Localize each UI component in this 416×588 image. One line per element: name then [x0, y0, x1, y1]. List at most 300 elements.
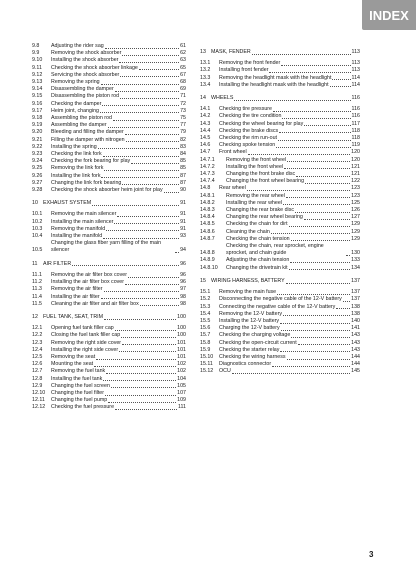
toc-entry-title: Installing the shock absorber [51, 57, 119, 64]
toc-entry-title: Changing the link fork bearing [51, 179, 122, 186]
dot-leader [305, 183, 350, 184]
dot-leader [106, 373, 176, 374]
toc-entry-number: 11.5 [32, 300, 42, 307]
toc-entry[interactable] [32, 57, 186, 64]
dot-leader [117, 216, 179, 217]
toc-entry-title: Installing the front wheel [226, 163, 284, 170]
toc-entry-title: Rear wheel [219, 185, 246, 192]
dot-leader [283, 315, 350, 316]
toc-entry[interactable] [200, 304, 360, 311]
toc-entry[interactable] [32, 165, 186, 172]
toc-entry[interactable] [32, 272, 186, 279]
toc-entry-page: 120 [351, 149, 360, 156]
dot-leader [96, 359, 176, 360]
toc-entry-number: 10.1 [32, 211, 43, 218]
toc-entry-title: Removing the right side cover [51, 339, 122, 346]
toc-entry-title: Servicing the shock absorber [51, 71, 120, 78]
toc-entry-page: 65 [180, 64, 186, 71]
toc-entry[interactable] [32, 108, 186, 115]
toc-entry-title: Charging the 12-V battery [219, 325, 280, 332]
toc-entry[interactable] [200, 193, 360, 200]
toc-entry-page: 71 [180, 93, 186, 100]
toc-entry-number: 12.3 [32, 339, 43, 346]
toc-entry-title: Changing the fuel screen [51, 382, 110, 389]
dot-leader [103, 238, 179, 239]
dot-leader [113, 120, 179, 121]
toc-entry-page: 101 [177, 353, 186, 360]
toc-entry-page: 105 [177, 382, 186, 389]
toc-entry[interactable] [32, 50, 186, 57]
dot-leader [140, 305, 179, 306]
toc-entry-number: 15.10 [200, 353, 214, 360]
toc-entry[interactable] [200, 200, 360, 207]
dot-leader [104, 291, 180, 292]
toc-entry[interactable] [32, 122, 186, 129]
toc-entry-number: 9.16 [32, 100, 43, 107]
dot-leader [252, 54, 351, 55]
toc-entry-page: 101 [177, 346, 186, 353]
dot-leader [304, 125, 350, 126]
toc-entry-title: Checking the fuel pressure [51, 404, 115, 411]
dot-leader [114, 223, 179, 224]
toc-entry-page: 100 [177, 325, 186, 332]
dot-leader [101, 298, 180, 299]
toc-entry-page: 61 [180, 43, 186, 49]
dot-leader [280, 323, 350, 324]
toc-entry-page: 119 [351, 142, 360, 149]
dot-leader [296, 176, 350, 177]
toc-entry-page: 137 [351, 289, 360, 296]
dot-leader [343, 301, 350, 302]
dot-leader [281, 65, 350, 66]
toc-entry-number: 12.10 [32, 389, 46, 396]
toc-entry[interactable] [200, 243, 360, 257]
toc-entry[interactable] [32, 144, 186, 151]
toc-entry[interactable] [32, 301, 186, 308]
toc-entry[interactable] [32, 72, 186, 79]
dot-leader [105, 395, 176, 396]
toc-entry-page: 87 [180, 172, 186, 179]
dot-leader [128, 277, 179, 278]
toc-entry-number: 12.8 [32, 375, 43, 382]
dot-leader [120, 98, 179, 99]
dot-leader [332, 79, 350, 80]
toc-entry[interactable] [32, 173, 186, 180]
toc-entry-page: 91 [180, 211, 186, 218]
toc-entry-number: 9.11 [32, 64, 42, 71]
toc-entry-title: Removing the headlight mask with the headlight [219, 74, 332, 81]
toc-entry-title: Checking the charging voltage [219, 332, 291, 339]
dot-leader [346, 255, 350, 256]
toc-entry-title: Removing the fuel tank [51, 368, 106, 375]
toc-entry-number: 14 [200, 95, 206, 102]
toc-entry-page: 123 [351, 192, 360, 199]
toc-entry-number: 15.3 [200, 303, 211, 310]
toc-section-entry[interactable] [200, 95, 360, 102]
toc-entry-number: 15.6 [200, 325, 211, 332]
toc-entry-number: 12.7 [32, 368, 43, 375]
toc-entry-title: Installing the link fork [51, 172, 101, 179]
toc-section-entry[interactable] [32, 314, 186, 321]
toc-entry-page: 117 [351, 120, 360, 127]
toc-entry-title: Disconnecting the negative cable of the 12-V battery [219, 296, 342, 303]
dot-leader [115, 409, 177, 410]
toc-entry-number: 14.2 [200, 113, 211, 120]
dot-leader [122, 55, 179, 56]
toc-entry[interactable] [200, 67, 360, 74]
toc-entry[interactable] [200, 296, 360, 303]
toc-entry-number: 9.15 [32, 93, 43, 100]
toc-entry-title: Installing the main silencer [51, 218, 114, 225]
toc-entry-number: 9.24 [32, 158, 43, 165]
toc-entry-title: Checking the wiring harness [219, 353, 286, 360]
toc-entry[interactable] [200, 113, 360, 120]
toc-entry-title: Removing the front fender [219, 60, 281, 67]
toc-entry-number: 12.2 [32, 332, 43, 339]
toc-section-entry[interactable] [32, 261, 186, 268]
toc-entry[interactable] [32, 325, 186, 332]
toc-entry-title: WHEELS [211, 95, 234, 102]
toc-entry-number: 15.8 [200, 339, 211, 346]
toc-entry-title: Checking the tire condition [219, 113, 282, 120]
toc-entry-title: Checking spoke tension [219, 142, 276, 149]
toc-entry-title: Bleeding and filling the damper [51, 129, 124, 136]
toc-entry-page: 98 [180, 300, 186, 307]
toc-entry-page: 140 [351, 317, 360, 324]
toc-entry-page: 118 [351, 135, 360, 142]
toc-entry-page: 82 [180, 136, 186, 143]
toc-entry-number: 11.1 [32, 271, 42, 278]
toc-entry-page: 72 [180, 100, 186, 107]
dot-leader [234, 100, 350, 101]
toc-section-entry[interactable] [32, 200, 186, 207]
toc-entry-title: Removing the air filter [51, 286, 103, 293]
toc-entry-page: 120 [351, 156, 360, 163]
toc-entry-title: Installing the air filter [51, 293, 100, 300]
toc-entry[interactable] [200, 257, 360, 264]
toc-entry[interactable] [32, 187, 186, 194]
toc-entry-number: 10.3 [32, 225, 43, 232]
toc-section-entry[interactable] [200, 49, 360, 56]
toc-entry-number: 10.4 [32, 233, 43, 240]
dot-leader [272, 366, 350, 367]
toc-entry-number: 14.7 [200, 149, 211, 156]
toc-entry[interactable] [32, 65, 186, 72]
toc-entry-page: 69 [180, 86, 186, 93]
toc-entry-number: 12 [32, 313, 38, 320]
toc-entry[interactable] [32, 233, 186, 240]
toc-entry[interactable] [200, 332, 360, 339]
toc-entry-number: 9.10 [32, 57, 43, 64]
toc-entry-number: 14.7.2 [200, 163, 215, 170]
toc-entry-number: 14.8.3 [200, 207, 215, 214]
toc-entry-number: 9.27 [32, 179, 43, 186]
toc-entry-title: Filling the damper with nitrogen [51, 136, 125, 143]
index-tab-label: INDEX [369, 7, 409, 23]
dot-leader [94, 366, 176, 367]
dot-leader [232, 373, 350, 374]
toc-entry-title: Checking the rim run-out [219, 135, 277, 142]
dot-leader [291, 240, 351, 241]
toc-entry-number: 9.19 [32, 122, 43, 129]
toc-entry-title: Changing the rear wheel bearing [226, 214, 303, 221]
toc-entry-number: 9.21 [32, 136, 43, 143]
toc-entry-page: 138 [351, 303, 360, 310]
toc-entry-title: Installing the fuel tank [51, 375, 103, 382]
dot-leader [108, 402, 176, 403]
toc-entry[interactable] [200, 178, 360, 185]
toc-entry[interactable] [32, 219, 186, 226]
toc-entry-title: Changing the drivetrain kit [226, 264, 288, 271]
toc-entry-title: Installing the manifold [51, 233, 103, 240]
dot-leader [102, 105, 179, 106]
toc-entry[interactable] [200, 289, 360, 296]
toc-entry[interactable] [32, 93, 186, 100]
toc-entry-title: Removing the seat [51, 353, 96, 360]
toc-entry-page: 121 [351, 171, 360, 178]
toc-entry-page: 137 [351, 296, 360, 303]
toc-entry-page: 77 [180, 122, 186, 129]
toc-entry[interactable] [32, 240, 186, 254]
toc-entry-title: Checking the shock absorber linkage [51, 64, 138, 71]
toc-entry-number: 11.4 [32, 293, 42, 300]
toc-entry[interactable] [200, 354, 360, 361]
dot-leader [277, 294, 350, 295]
toc-entry[interactable] [32, 226, 186, 233]
toc-entry-number: 15.5 [200, 317, 211, 324]
toc-entry[interactable] [32, 180, 186, 187]
toc-entry[interactable] [32, 115, 186, 122]
toc-entry[interactable] [200, 75, 360, 82]
toc-entry[interactable] [200, 368, 360, 375]
toc-entry-number: 12.1 [32, 325, 43, 332]
toc-entry-page: 85 [180, 158, 186, 165]
toc-entry-number: 14.8.10 [200, 264, 218, 271]
toc-entry-page: 121 [351, 163, 360, 170]
toc-entry-page: 114 [351, 74, 360, 81]
toc-entry-page: 85 [180, 165, 186, 172]
dot-leader [119, 62, 179, 63]
dot-leader [287, 161, 350, 162]
toc-entry[interactable] [200, 318, 360, 325]
toc-entry-page: 68 [180, 79, 186, 86]
toc-entry[interactable] [32, 332, 186, 339]
toc-entry[interactable] [200, 164, 360, 171]
toc-entry-page: 87 [180, 179, 186, 186]
dot-leader [280, 351, 350, 352]
dot-leader [298, 344, 350, 345]
toc-entry-page: 130 [351, 250, 360, 257]
dot-leader [279, 132, 350, 133]
toc-entry-number: 14.8.4 [200, 214, 215, 221]
dot-leader [126, 141, 179, 142]
dot-leader [247, 190, 350, 191]
toc-entry[interactable] [32, 340, 186, 347]
dot-leader [284, 168, 350, 169]
dot-leader [108, 127, 179, 128]
toc-entry[interactable] [32, 294, 186, 301]
toc-entry-number: 12.11 [32, 397, 45, 404]
toc-entry[interactable] [200, 325, 360, 332]
toc-entry[interactable] [200, 347, 360, 354]
dot-leader [119, 351, 176, 352]
toc-entry-page: 75 [180, 115, 186, 122]
dot-leader [125, 284, 179, 285]
toc-entry[interactable] [200, 340, 360, 347]
toc-entry-number: 14.8.6 [200, 228, 215, 235]
toc-entry-title: Front wheel [219, 149, 247, 156]
toc-entry[interactable] [200, 121, 360, 128]
dot-leader [287, 359, 351, 360]
toc-entry-title: Disassembling the damper [51, 86, 114, 93]
toc-entry-page: 83 [180, 143, 186, 150]
toc-entry[interactable] [200, 221, 360, 228]
toc-entry-page: 104 [177, 375, 186, 382]
toc-entry[interactable] [32, 43, 186, 50]
toc-entry-title: Removing the manifold [51, 225, 106, 232]
toc-entry[interactable] [200, 142, 360, 149]
toc-entry-number: 14.8.8 [200, 250, 215, 257]
toc-entry-page: 129 [351, 228, 360, 235]
toc-entry-title: EXHAUST SYSTEM [43, 200, 92, 207]
toc-entry[interactable] [32, 347, 186, 354]
toc-entry[interactable] [32, 137, 186, 144]
toc-entry-page: 67 [180, 71, 186, 78]
toc-entry[interactable] [32, 158, 186, 165]
dot-leader [295, 212, 350, 213]
dot-leader [101, 177, 179, 178]
dot-leader [125, 134, 179, 135]
toc-entry-title: Removing the shock absorber [51, 50, 122, 57]
toc-entry[interactable] [32, 86, 186, 93]
toc-entry-page: 114 [351, 81, 360, 88]
toc-entry-page: 97 [180, 286, 186, 293]
toc-entry-number: 15.9 [200, 346, 211, 353]
toc-entry[interactable] [200, 157, 360, 164]
toc-entry[interactable] [32, 129, 186, 136]
toc-entry-title: Cleaning the chain [226, 228, 270, 235]
toc-entry[interactable] [32, 404, 186, 411]
toc-entry-title: AIR FILTER [43, 260, 72, 267]
toc-entry[interactable] [32, 397, 186, 404]
toc-entry[interactable] [200, 311, 360, 318]
toc-entry-page: 138 [351, 310, 360, 317]
toc-section-entry[interactable] [200, 278, 360, 285]
toc-entry[interactable] [200, 361, 360, 368]
dot-leader [103, 156, 179, 157]
toc-entry-page: 102 [177, 368, 186, 375]
dot-leader [131, 163, 179, 164]
toc-entry-page: 93 [180, 233, 186, 240]
toc-entry[interactable] [200, 135, 360, 142]
toc-entry[interactable] [200, 82, 360, 89]
dot-leader [122, 344, 176, 345]
toc-entry[interactable] [32, 286, 186, 293]
toc-entry-title: Diagnostics connector [219, 361, 272, 368]
toc-entry-title: Checking tire pressure [219, 106, 272, 113]
toc-entry-page: 137 [351, 277, 360, 284]
toc-entry-number: 9.14 [32, 86, 43, 93]
toc-entry-number: 15.2 [200, 296, 211, 303]
toc-entry[interactable] [32, 376, 186, 383]
toc-entry[interactable] [32, 361, 186, 368]
toc-entry[interactable] [32, 390, 186, 397]
toc-entry-number: 9.18 [32, 115, 43, 122]
dot-leader [281, 330, 351, 331]
toc-entry[interactable] [200, 128, 360, 135]
toc-entry-number: 9.26 [32, 172, 43, 179]
toc-entry[interactable] [32, 211, 186, 218]
toc-entry-page: 143 [351, 332, 360, 339]
dot-leader [120, 76, 179, 77]
toc-entry-title: Disassembling the piston rod [51, 93, 120, 100]
toc-entry-number: 13.3 [200, 74, 211, 81]
toc-entry-title: Assembling the piston rod [51, 115, 112, 122]
toc-entry-number: 15.4 [200, 310, 211, 317]
dot-leader [115, 91, 179, 92]
dot-leader [278, 140, 351, 141]
dot-leader [92, 205, 179, 206]
toc-entry[interactable] [32, 368, 186, 375]
toc-entry-title: Removing the rear wheel [226, 192, 285, 199]
toc-entry[interactable] [200, 171, 360, 178]
dot-leader [106, 230, 179, 231]
toc-entry-number: 14.7.1 [200, 156, 215, 163]
toc-entry-number: 14.8.9 [200, 257, 215, 264]
toc-entry[interactable] [200, 149, 360, 156]
dot-leader [330, 86, 351, 87]
toc-entry-page: 125 [351, 199, 360, 206]
toc-entry-page: 134 [351, 264, 360, 271]
dot-leader [282, 118, 350, 119]
toc-entry-title: Changing the front brake disc [226, 171, 296, 178]
toc-entry[interactable] [200, 265, 360, 272]
dot-leader [269, 72, 350, 73]
toc-entry-page: 113 [351, 60, 360, 67]
toc-entry[interactable] [32, 101, 186, 108]
toc-entry[interactable] [32, 79, 186, 86]
toc-entry[interactable] [200, 60, 360, 67]
toc-entry-number: 9.22 [32, 143, 43, 150]
toc-entry-number: 15 [200, 277, 206, 284]
toc-entry-title: Cleaning the air filter and air filter box [51, 300, 139, 307]
toc-entry-number: 13.4 [200, 81, 211, 88]
toc-entry[interactable] [200, 185, 360, 192]
toc-entry-page: 143 [351, 339, 360, 346]
toc-entry-page: 96 [180, 271, 186, 278]
toc-entry[interactable] [200, 229, 360, 236]
toc-entry[interactable] [200, 106, 360, 113]
toc-right-column [200, 43, 360, 376]
toc-entry-title: Installing the rear wheel [226, 199, 282, 206]
toc-entry-title: MASK, FENDER [211, 49, 251, 55]
toc-entry-title: Removing the spring [51, 79, 100, 86]
toc-entry[interactable] [32, 383, 186, 390]
toc-entry-page: 91 [180, 200, 186, 207]
toc-entry-number: 9.20 [32, 129, 43, 136]
toc-entry-title: Changing the fuel filter [51, 389, 105, 396]
toc-entry-title: Changing the fuel pump [51, 397, 108, 404]
toc-entry[interactable] [32, 151, 186, 158]
toc-entry[interactable] [200, 214, 360, 221]
toc-entry-page: 84 [180, 151, 186, 158]
toc-entry[interactable] [32, 279, 186, 286]
toc-entry-number: 11.3 [32, 286, 42, 293]
toc-entry-number: 15.12 [200, 368, 214, 375]
toc-entry[interactable] [200, 236, 360, 243]
toc-entry[interactable] [32, 354, 186, 361]
toc-entry[interactable] [200, 207, 360, 214]
